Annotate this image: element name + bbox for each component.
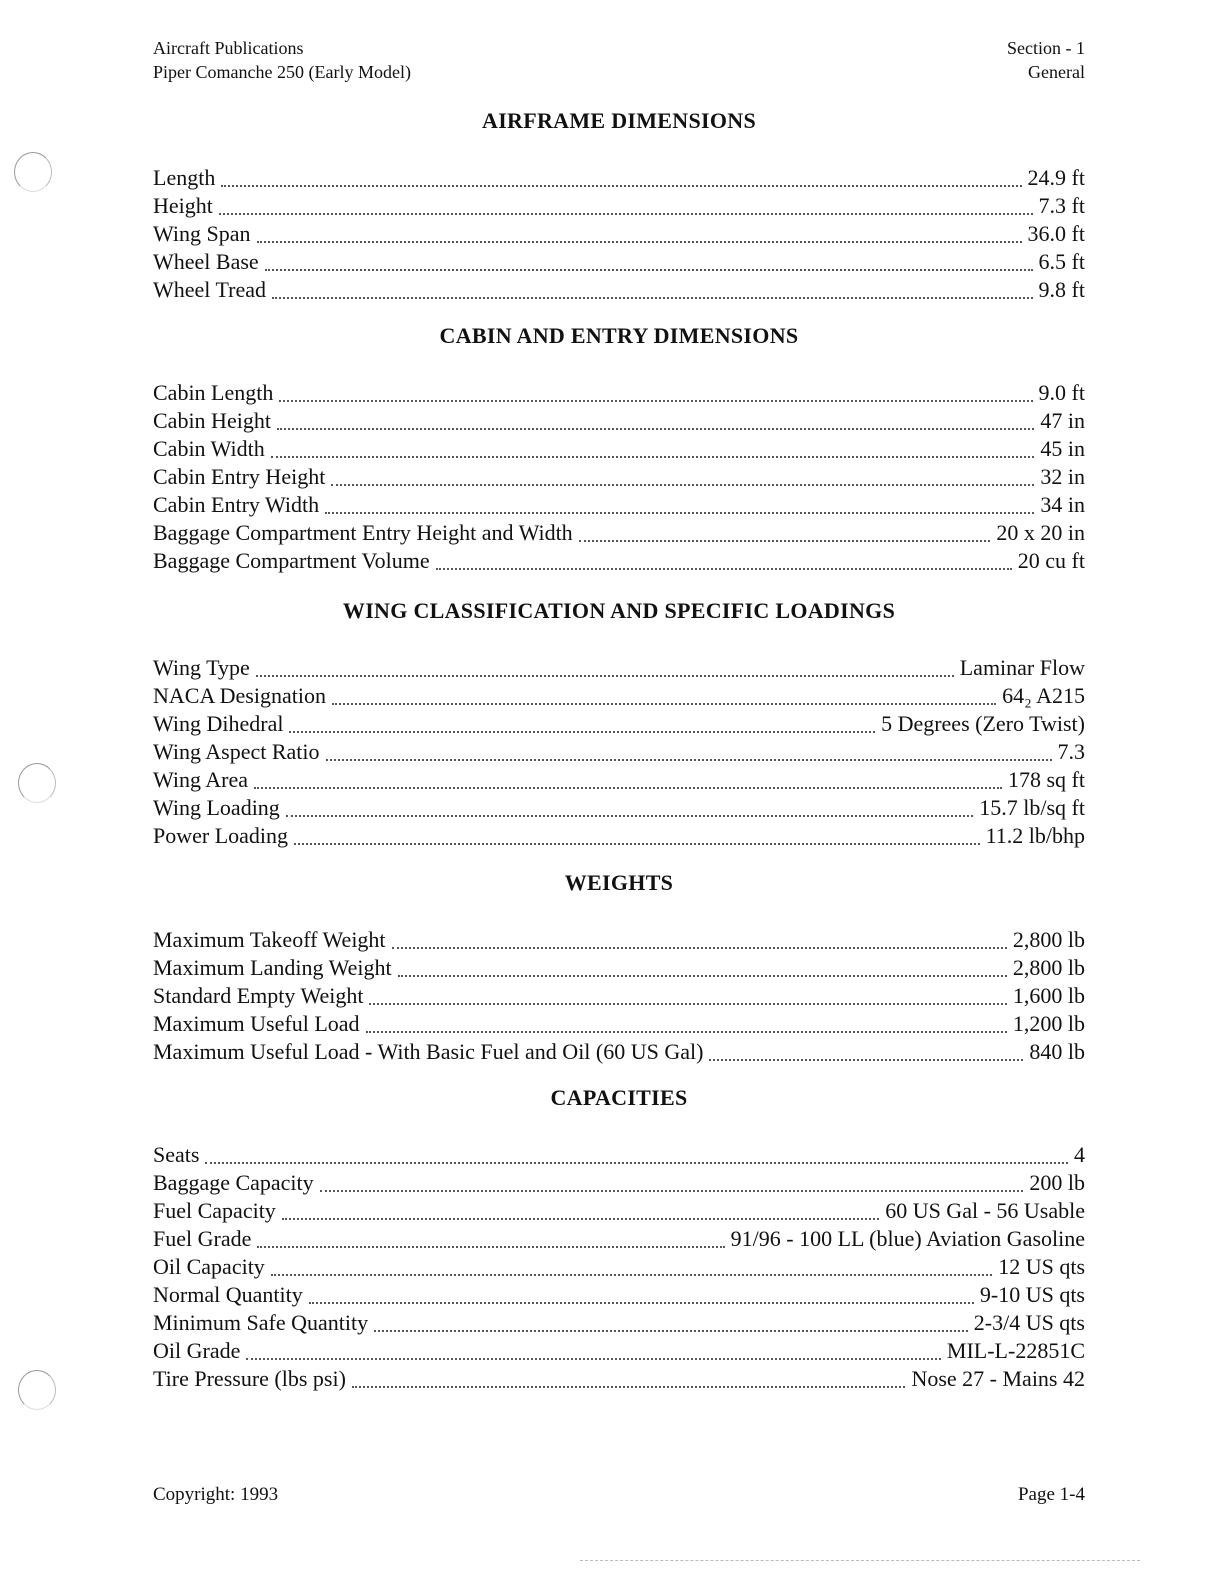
dot-leader: [254, 787, 1002, 789]
spec-value: 91/96 - 100 LL (blue) Aviation Gasoline: [730, 1226, 1085, 1251]
spec-label: Oil Capacity: [153, 1254, 265, 1279]
dot-leader: [325, 512, 1034, 514]
spec-label: Wing Type: [153, 655, 250, 680]
spec-row: [153, 822, 1085, 850]
spec-label: Cabin Entry Width: [153, 492, 320, 517]
spec-row: [153, 276, 1085, 304]
spec-label: Cabin Length: [153, 380, 274, 405]
spec-value: 12 US qts: [998, 1254, 1085, 1279]
dot-leader: [332, 703, 996, 705]
spec-value: 64₂ A215: [1002, 683, 1085, 708]
spec-value: 1,600 lb: [1012, 983, 1085, 1008]
spec-label: Fuel Capacity: [153, 1198, 276, 1223]
dot-leader: [277, 428, 1034, 430]
spec-value: 32 in: [1040, 464, 1085, 489]
spec-row: [153, 1253, 1085, 1281]
binder-hole-middle: [18, 763, 56, 803]
dot-leader: [205, 1162, 1068, 1164]
spec-row: [153, 654, 1085, 682]
spec-label: Power Loading: [153, 823, 289, 848]
spec-row: [153, 192, 1085, 220]
spec-row: [153, 1337, 1085, 1365]
spec-label: Wing Loading: [153, 795, 280, 820]
spec-label: Cabin Height: [153, 408, 271, 433]
spec-value: 2,800 lb: [1012, 927, 1085, 952]
spec-label: Wheel Tread: [153, 277, 267, 302]
spec-value: 20 cu ft: [1017, 548, 1085, 573]
spec-row: [153, 1141, 1085, 1169]
spec-value: 15.7 lb/sq ft: [979, 795, 1085, 820]
spec-row: [153, 926, 1085, 954]
spec-label: Maximum Useful Load - With Basic Fuel and Oil (60 US Gal): [153, 1039, 704, 1064]
section-title: WEIGHTS: [564, 870, 674, 895]
spec-row: [153, 1225, 1085, 1253]
spec-row: [153, 1169, 1085, 1197]
spec-value: 60 US Gal - 56 Usable: [885, 1198, 1085, 1223]
spec-label: Maximum Useful Load: [153, 1011, 360, 1036]
dot-leader: [246, 1358, 941, 1360]
publisher-name: Aircraft Publications: [153, 38, 304, 58]
spec-label: Wheel Base: [153, 249, 259, 274]
spec-value: 6.5 ft: [1038, 249, 1085, 274]
section-capacities: [153, 1085, 1085, 1393]
dot-leader: [309, 1302, 974, 1304]
spec-row: [153, 1281, 1085, 1309]
dot-leader: [579, 540, 991, 542]
spec-label: Cabin Entry Height: [153, 464, 326, 489]
dot-leader: [272, 297, 1033, 299]
dot-leader: [374, 1330, 968, 1332]
spec-value: 200 lb: [1029, 1170, 1085, 1195]
dot-leader: [271, 456, 1035, 458]
spec-label: Wing Span: [153, 221, 251, 246]
dot-leader: [398, 975, 1007, 977]
spec-label: Seats: [153, 1142, 200, 1167]
spec-value: 9-10 US qts: [979, 1282, 1085, 1307]
dot-leader: [294, 843, 980, 845]
spec-value: 5 Degrees (Zero Twist): [881, 711, 1085, 736]
spec-value: 1,200 lb: [1012, 1011, 1085, 1036]
spec-row: [153, 547, 1085, 575]
section-weights: [153, 870, 1085, 1066]
binder-hole-top: [14, 152, 52, 192]
spec-value: 9.0 ft: [1038, 380, 1085, 405]
spec-value: Laminar Flow: [959, 655, 1085, 680]
spec-value: 4: [1074, 1142, 1085, 1167]
spec-label: Maximum Landing Weight: [153, 955, 392, 980]
spec-label: Minimum Safe Quantity: [153, 1310, 369, 1335]
spec-row: [153, 491, 1085, 519]
spec-row: [153, 738, 1085, 766]
dot-leader: [331, 484, 1034, 486]
spec-label: Tire Pressure (lbs psi): [153, 1366, 346, 1391]
spec-row: [153, 1038, 1085, 1066]
spec-value: 11.2 lb/bhp: [985, 823, 1085, 848]
dot-leader: [392, 947, 1007, 949]
section-wing-classification: [153, 598, 1085, 850]
copyright-notice: Copyright: 1993: [153, 1484, 279, 1505]
spec-value: 24.9 ft: [1027, 165, 1085, 190]
dot-leader: [265, 269, 1033, 271]
dot-leader: [320, 1190, 1024, 1192]
spec-row: [153, 407, 1085, 435]
spec-value: 2-3/4 US qts: [973, 1310, 1085, 1335]
section-number: Section - 1: [1007, 38, 1085, 58]
dot-leader: [221, 185, 1021, 187]
spec-value: 47 in: [1040, 408, 1085, 433]
spec-row: [153, 1309, 1085, 1337]
spec-label: Standard Empty Weight: [153, 983, 364, 1008]
section-name: General: [1028, 62, 1085, 82]
spec-value: MIL-L-22851C: [946, 1338, 1085, 1363]
spec-label: Length: [153, 165, 216, 190]
spec-row: [153, 379, 1085, 407]
dot-leader: [256, 675, 954, 677]
section-title: CABIN AND ENTRY DIMENSIONS: [439, 323, 799, 348]
section-title: AIRFRAME DIMENSIONS: [482, 108, 756, 133]
dot-leader: [257, 1246, 724, 1248]
spec-label: Wing Area: [153, 767, 249, 792]
section-cabin-entry-dimensions: [153, 323, 1085, 575]
spec-row: [153, 794, 1085, 822]
dot-leader: [279, 400, 1032, 402]
spec-value: 9.8 ft: [1038, 277, 1085, 302]
spec-label: NACA Designation: [153, 683, 326, 708]
spec-value: 36.0 ft: [1027, 221, 1085, 246]
dot-leader: [326, 759, 1052, 761]
dot-leader: [271, 1274, 992, 1276]
spec-row: [153, 463, 1085, 491]
spec-label: Baggage Compartment Entry Height and Width: [153, 520, 573, 545]
spec-label: Cabin Width: [153, 436, 265, 461]
spec-label: Wing Dihedral: [153, 711, 284, 736]
spec-row: [153, 435, 1085, 463]
spec-label: Maximum Takeoff Weight: [153, 927, 386, 952]
section-title: WING CLASSIFICATION AND SPECIFIC LOADINGS: [342, 598, 896, 623]
spec-label: Height: [153, 193, 213, 218]
spec-row: [153, 766, 1085, 794]
spec-label: Fuel Grade: [153, 1226, 252, 1251]
aircraft-model: Piper Comanche 250 (Early Model): [153, 62, 411, 82]
spec-row: [153, 164, 1085, 192]
binder-hole-bottom: [18, 1370, 56, 1410]
spec-label: Oil Grade: [153, 1338, 241, 1363]
spec-row: [153, 710, 1085, 738]
spec-row: [153, 1197, 1085, 1225]
spec-label: Wing Aspect Ratio: [153, 739, 320, 764]
dot-leader: [289, 731, 875, 733]
dot-leader: [709, 1059, 1023, 1061]
spec-row: [153, 954, 1085, 982]
section-title: CAPACITIES: [550, 1085, 688, 1110]
spec-row: [153, 682, 1085, 710]
spec-value: 7.3 ft: [1038, 193, 1085, 218]
scan-artifact-line: [580, 1560, 1140, 1561]
dot-leader: [352, 1386, 906, 1388]
spec-label: Baggage Capacity: [153, 1170, 314, 1195]
dot-leader: [286, 815, 973, 817]
spec-row: [153, 1010, 1085, 1038]
spec-label: Normal Quantity: [153, 1282, 303, 1307]
spec-label: Baggage Compartment Volume: [153, 548, 430, 573]
spec-row: [153, 519, 1085, 547]
spec-row: [153, 982, 1085, 1010]
dot-leader: [436, 568, 1012, 570]
spec-value: 2,800 lb: [1012, 955, 1085, 980]
spec-value: 840 lb: [1029, 1039, 1085, 1064]
dot-leader: [369, 1003, 1006, 1005]
section-airframe-dimensions: [153, 108, 1085, 304]
spec-value: 178 sq ft: [1008, 767, 1085, 792]
spec-row: [153, 248, 1085, 276]
spec-value: 45 in: [1040, 436, 1085, 461]
spec-row: [153, 1365, 1085, 1393]
spec-value: 20 x 20 in: [996, 520, 1085, 545]
spec-value: 7.3: [1057, 739, 1085, 764]
dot-leader: [257, 241, 1022, 243]
dot-leader: [282, 1218, 879, 1220]
spec-value: Nose 27 - Mains 42: [911, 1366, 1085, 1391]
dot-leader: [219, 213, 1033, 215]
page-number: Page 1-4: [1017, 1484, 1085, 1505]
spec-value: 34 in: [1040, 492, 1085, 517]
dot-leader: [366, 1031, 1007, 1033]
spec-row: [153, 220, 1085, 248]
